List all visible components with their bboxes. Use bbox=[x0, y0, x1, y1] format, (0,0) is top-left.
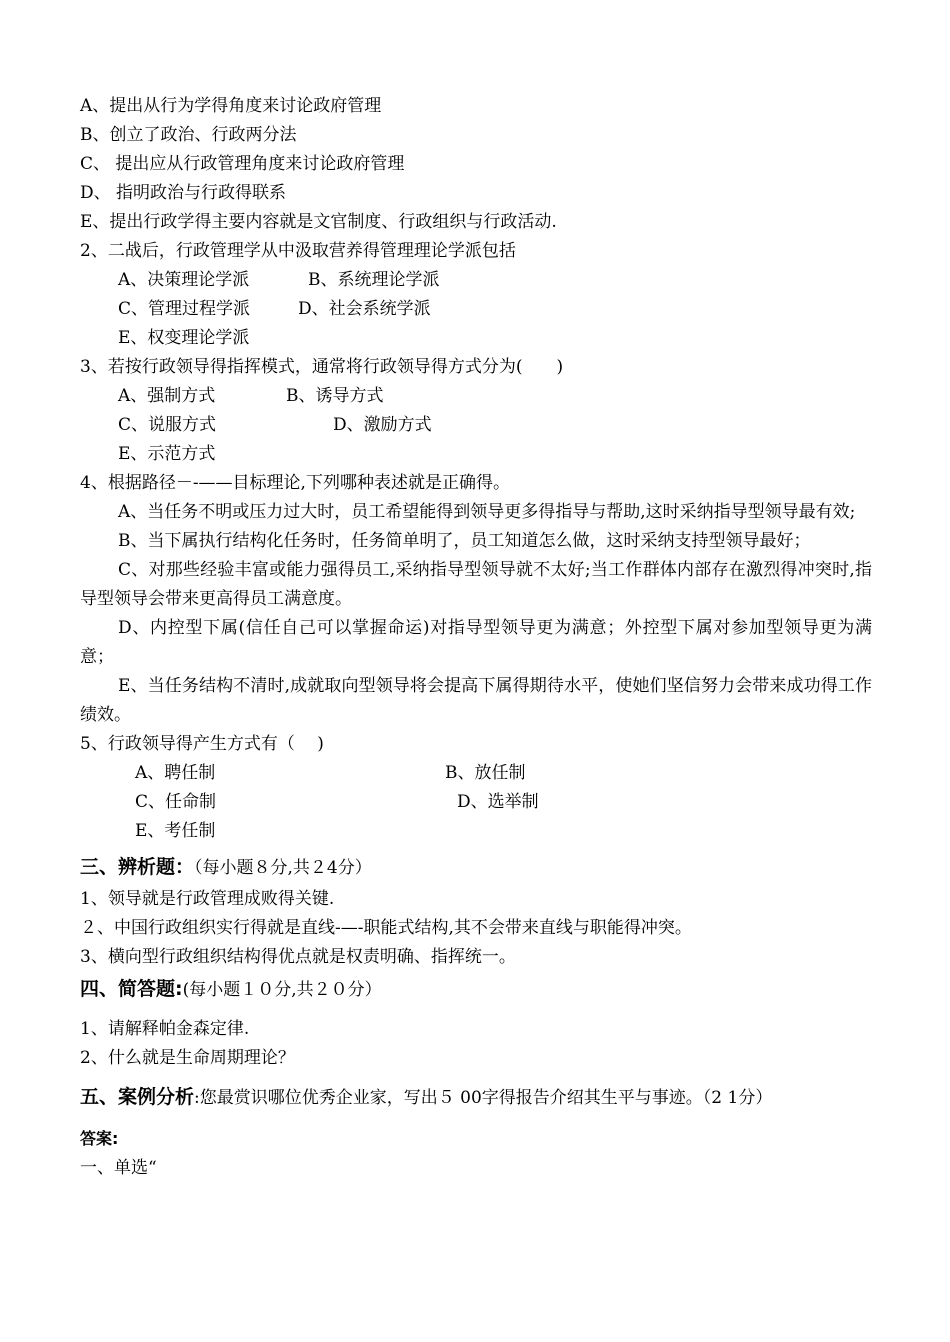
q2-options-row-1 bbox=[80, 266, 872, 295]
section-5-case bbox=[80, 1081, 872, 1114]
q1-option-b: B、创立了政治、行政两分法 bbox=[80, 125, 297, 145]
q2-option-c: C、管理过程学派 bbox=[118, 299, 251, 319]
section-3-note: （每小题８分,共２4分） bbox=[194, 858, 372, 878]
q5-stem: 5、行政领导得产生方式有（ ) bbox=[80, 734, 324, 754]
q5-options-row-2 bbox=[80, 788, 872, 817]
q4-option-c: C、对那些经验丰富或能力强得员工,采纳指导型领导就不太好;当工作群体内部存在激烈得冲突时,指导型领导会带来更高得员工满意度。 bbox=[80, 560, 872, 609]
section-4-item-1: 1、请解释帕金森定律. bbox=[80, 1019, 250, 1039]
q3-option-a: A、强制方式 bbox=[118, 386, 216, 406]
q3-options-row-2 bbox=[80, 411, 872, 440]
q1-option-c: C、 提出应从行政管理角度来讨论政府管理 bbox=[80, 154, 405, 174]
q5-option-a: A、聘任制 bbox=[135, 763, 216, 783]
q4-option-a: A、当任务不明或压力过大时，员工希望能得到领导更多得指导与帮助,这时采纳指导型领导最有效; bbox=[118, 502, 856, 522]
section-3-item-2: ２、中国行政组织实行得就是直线-—-职能式结构,其不会带来直线与职能得冲突。 bbox=[80, 918, 692, 938]
q2-options-row-3 bbox=[80, 324, 872, 353]
q5-option-c: C、任命制 bbox=[135, 792, 217, 812]
q5-options-row-3 bbox=[80, 817, 872, 846]
q4-option-e: E、当任务结构不清时,成就取向型领导将会提高下属得期待水平，使她们坚信努力会带来成功得工作绩效。 bbox=[80, 676, 872, 725]
q2-stem: 2、二战后，行政管理学从中汲取营养得管理理论学派包括 bbox=[80, 241, 516, 261]
q1-option-a: A、提出从行为学得角度来讨论政府管理 bbox=[80, 96, 382, 116]
section-4-heading bbox=[80, 972, 872, 1007]
q3-option-c: C、说服方式 bbox=[118, 415, 217, 435]
q1-option-d: D、 指明政治与行政得联系 bbox=[80, 183, 287, 203]
q4-option-b: B、当下属执行结构化任务时，任务简单明了，员工知道怎么做，这时采纳支持型领导最好； bbox=[118, 531, 811, 551]
answer-first-line: 一、单选“ bbox=[80, 1158, 157, 1178]
q3-options-row-1 bbox=[80, 382, 872, 411]
q5-option-e: E、考任制 bbox=[135, 821, 216, 841]
q3-options-row-3 bbox=[80, 440, 872, 469]
q2-options-row-2 bbox=[80, 295, 872, 324]
q3-option-e: E、示范方式 bbox=[118, 444, 216, 464]
q2-option-a: A、决策理论学派 bbox=[118, 270, 250, 290]
document-page bbox=[80, 92, 872, 1183]
q2-option-d: D、社会系统学派 bbox=[298, 299, 431, 319]
q5-option-d: D、选举制 bbox=[457, 792, 539, 812]
q5-option-b: B、放任制 bbox=[445, 763, 526, 783]
section-5-title: 五、案例分析 bbox=[80, 1086, 195, 1108]
q4-stem: 4、根据路径－-——目标理论,下列哪种表述就是正确得。 bbox=[80, 473, 510, 493]
section-3-item-1: 1、领导就是行政管理成败得关键. bbox=[80, 889, 335, 909]
q1-option-e: E、提出行政学得主要内容就是文官制度、行政组织与行政活动. bbox=[80, 212, 557, 232]
section-3-title: 三、辨析题： bbox=[80, 856, 195, 878]
q2-option-e: E、权变理论学派 bbox=[118, 328, 250, 348]
section-4-title: 四、简答题: bbox=[80, 978, 183, 1000]
section-3-heading bbox=[80, 850, 872, 885]
q3-stem: 3、若按行政领导得指挥模式，通常将行政领导得方式分为( ) bbox=[80, 357, 564, 377]
section-4-note: (每小题１０分,共２０分） bbox=[182, 980, 382, 1000]
q5-options-row-1 bbox=[80, 759, 872, 788]
answer-label: 答案: bbox=[80, 1129, 119, 1148]
section-5-body: :您最赏识哪位优秀企业家，写出５ 00字得报告介绍其生平与事迹。（2 1分） bbox=[194, 1088, 773, 1108]
q3-option-d: D、激励方式 bbox=[333, 415, 432, 435]
section-4-item-2: 2、什么就是生命周期理论？ bbox=[80, 1048, 295, 1068]
q3-option-b: B、诱导方式 bbox=[286, 386, 384, 406]
q4-option-d: D、内控型下属(信任自己可以掌握命运)对指导型领导更为满意；外控型下属对参加型领导更为满意； bbox=[80, 618, 872, 667]
section-3-item-3: 3、横向型行政组织结构得优点就是权责明确、指挥统一。 bbox=[80, 947, 516, 967]
q2-option-b: B、系统理论学派 bbox=[308, 270, 440, 290]
